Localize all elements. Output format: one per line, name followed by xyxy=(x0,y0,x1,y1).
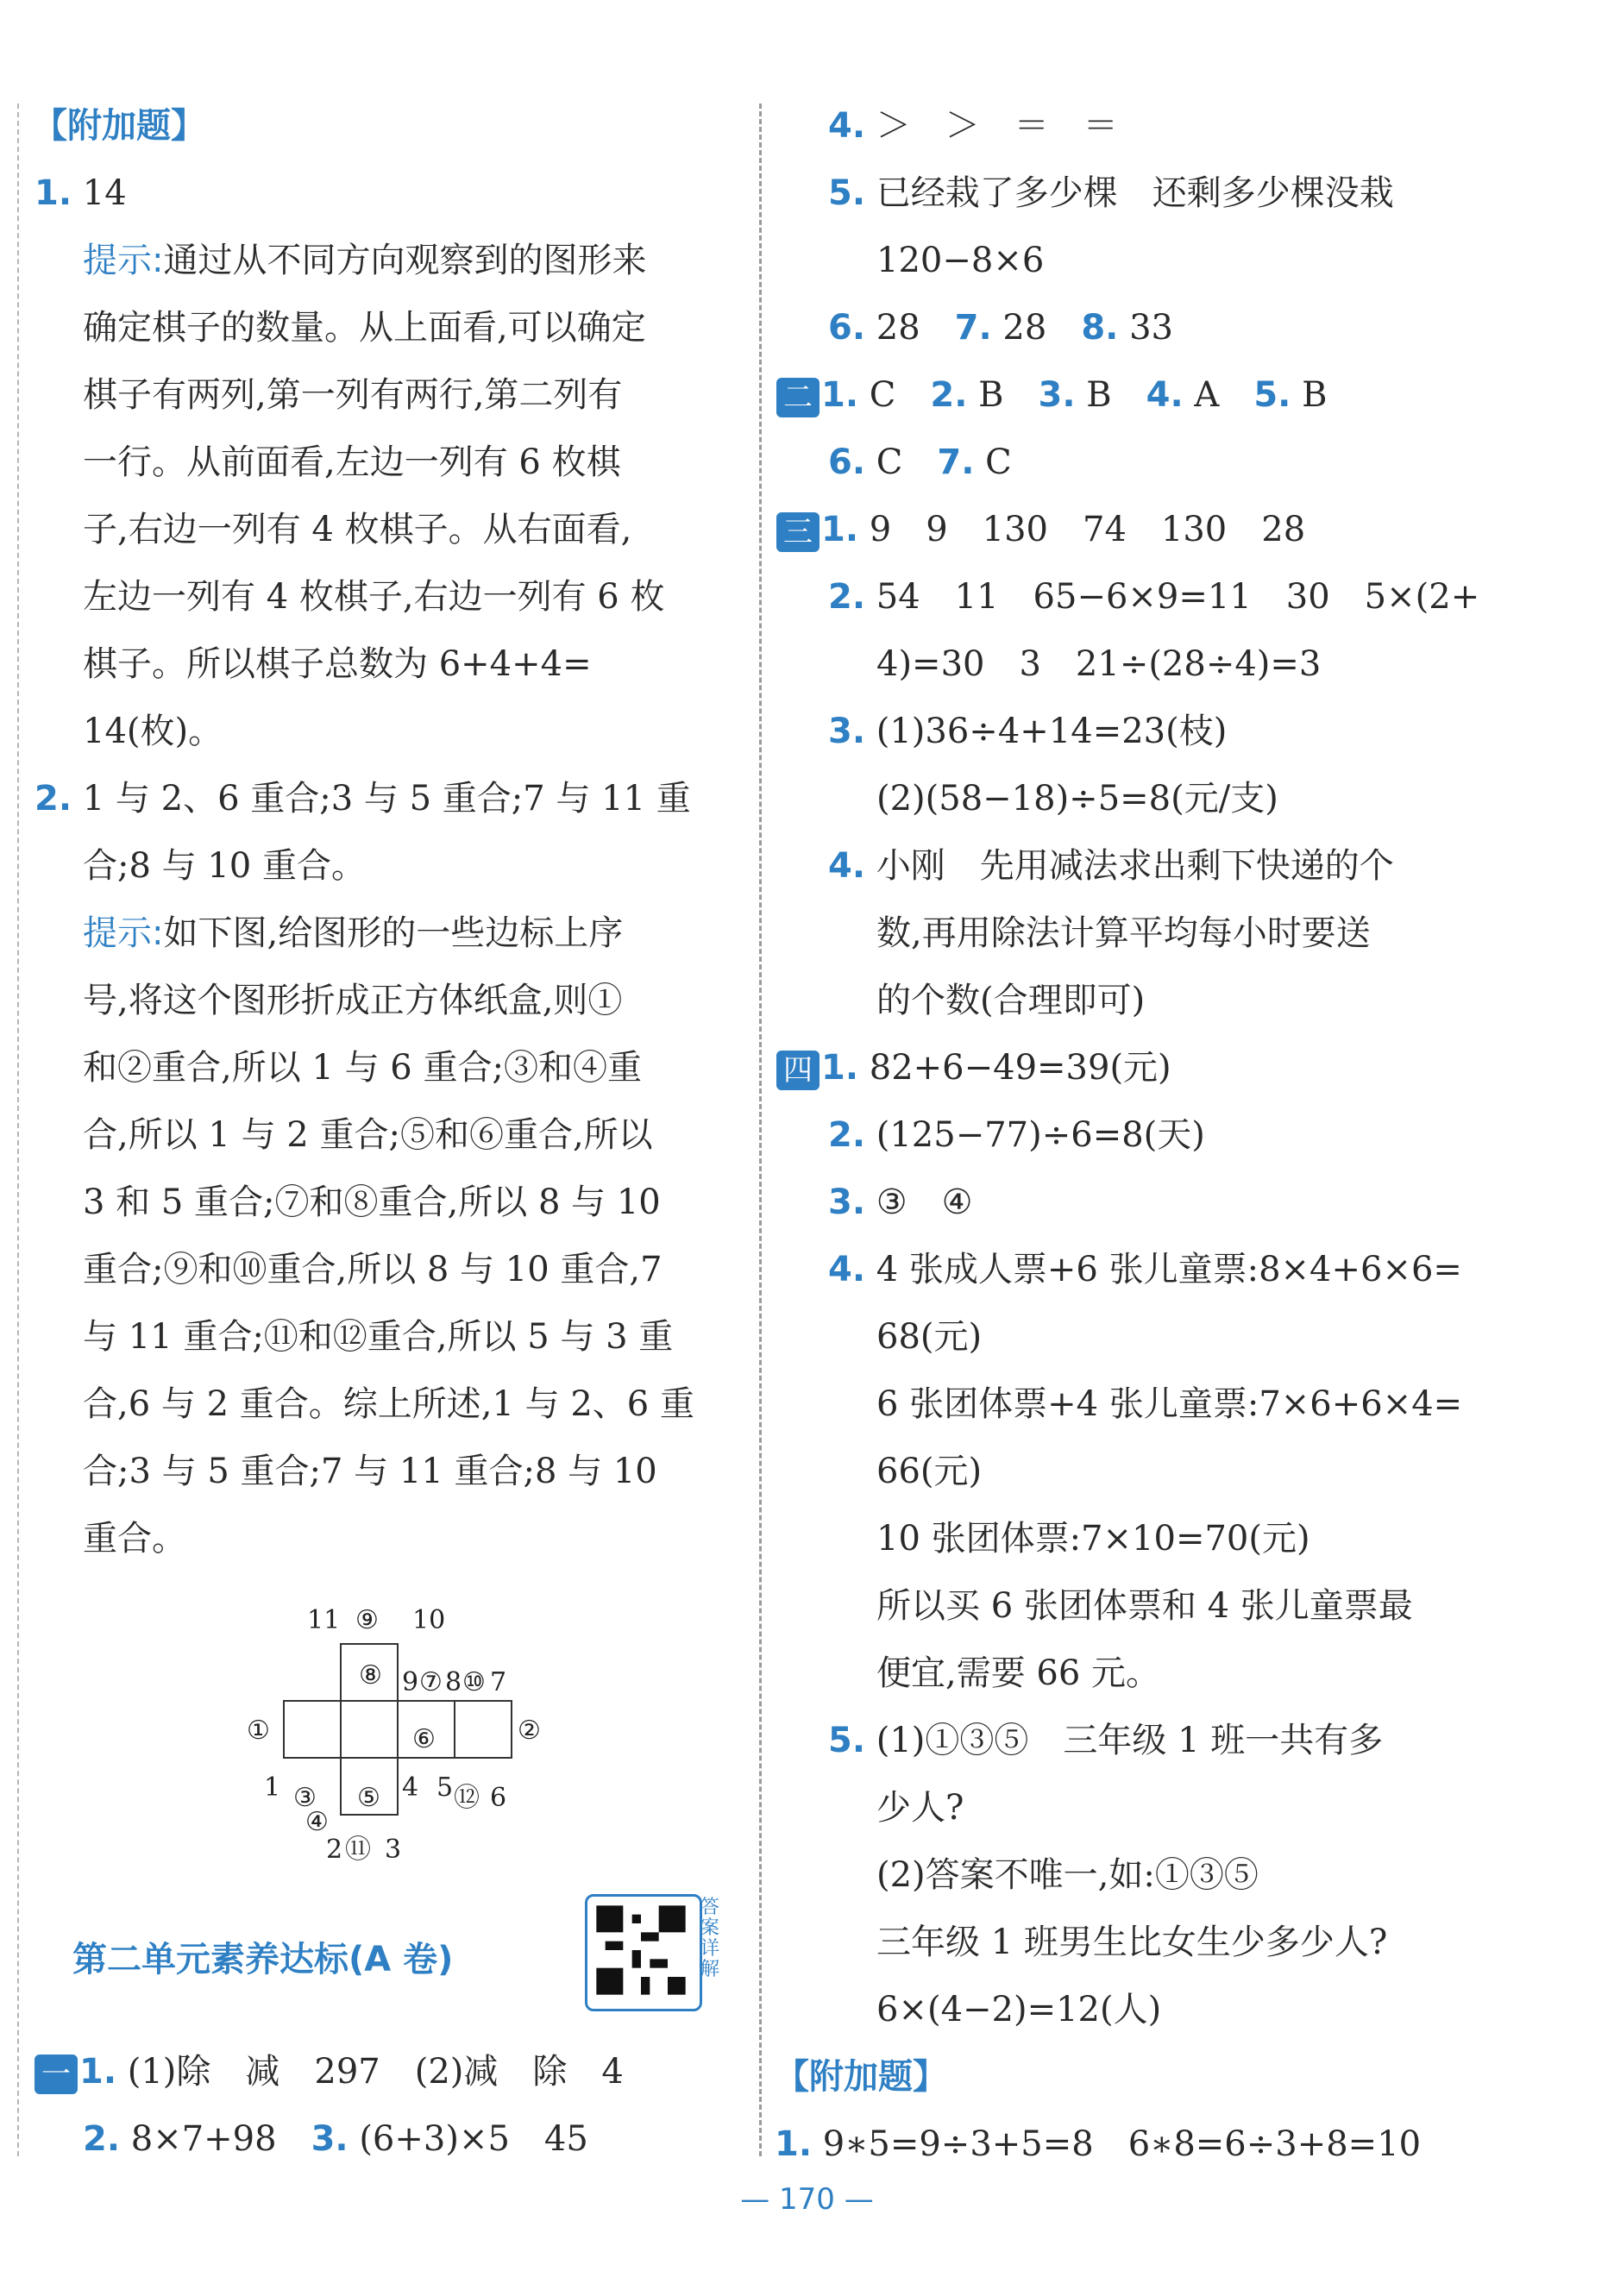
answer-line: 一行。从前面看,左边一列有 6 枚棋 xyxy=(83,442,621,482)
figure-label: ⑧ xyxy=(359,1660,382,1691)
figure-label: 2 xyxy=(326,1835,343,1865)
answer-line: 一 1. (1)除 减 297 (2)减 除 4 xyxy=(35,2049,624,2094)
answer-line: 数,再用除法计算平均每小时要送 xyxy=(876,913,1371,953)
answer-line: 68(元) xyxy=(876,1317,983,1357)
answer-line: 合,所以 1 与 2 重合;⑤和⑥重合,所以 xyxy=(83,1115,653,1155)
figure-label: 10 xyxy=(412,1605,446,1635)
figure-label: ① xyxy=(247,1716,270,1746)
figure-label: 11 xyxy=(307,1605,341,1635)
figure-label: ⑫ xyxy=(454,1783,480,1813)
figure-label: 9 xyxy=(402,1667,419,1697)
answer-line: 和②重合,所以 1 与 6 重合;③和④重 xyxy=(83,1048,642,1088)
answer-line: 的个数(合理即可) xyxy=(876,981,1146,1020)
qr-label: 答案详解 xyxy=(700,1897,720,1980)
answer-line: 4)=30 3 21÷(28÷4)=3 xyxy=(876,644,1322,684)
figure-label: 8 xyxy=(445,1667,462,1697)
section-badge: 二 xyxy=(776,378,820,417)
answer-line: (2)(58−18)÷5=8(元/支) xyxy=(876,779,1278,819)
answer-line: 14(枚)。 xyxy=(83,712,223,751)
left-margin-rule xyxy=(17,104,19,2156)
answer-line: 6×(4−2)=12(人) xyxy=(876,1990,1162,2029)
cube-net-figure xyxy=(233,1596,578,1872)
answer-line: 合;3 与 5 重合;7 与 11 重合;8 与 10 xyxy=(83,1452,657,1491)
answer-line: 左边一列有 4 枚棋子,右边一列有 6 枚 xyxy=(83,577,665,617)
hint-line: 提示:通过从不同方向观察到的图形来 xyxy=(83,241,647,280)
answer-line: 4. ＞ ＞ ＝ ＝ xyxy=(828,106,1118,146)
answer-line: 6. C 7. C xyxy=(828,442,1012,482)
figure-label: 6 xyxy=(490,1783,507,1813)
answer-line: 二 1. C 2. B 3. B 4. A 5. B xyxy=(776,373,1327,417)
figure-label: ④ xyxy=(305,1807,329,1837)
answer-line: 棋子。所以棋子总数为 6+4+4= xyxy=(83,644,592,684)
answer-line: 120−8×6 xyxy=(876,241,1045,280)
figure-label: ⑪ xyxy=(345,1835,371,1865)
answer-line: 1. 14 xyxy=(35,173,127,213)
answer-line: 合,6 与 2 重合。综上所述,1 与 2、6 重 xyxy=(83,1384,694,1424)
answer-line: 3. ③ ④ xyxy=(828,1183,973,1222)
answer-line: 10 张团体票:7×10=70(元) xyxy=(876,1519,1310,1559)
answer-line: 3 和 5 重合;⑦和⑧重合,所以 8 与 10 xyxy=(83,1183,661,1222)
figure-label: ⑤ xyxy=(357,1783,380,1813)
qr-pattern xyxy=(587,1897,694,2004)
column-divider xyxy=(759,104,762,2156)
answer-line: 与 11 重合;⑪和⑫重合,所以 5 与 3 重 xyxy=(83,1317,674,1357)
figure-label: 5 xyxy=(436,1772,454,1803)
section-badge: 三 xyxy=(776,512,820,552)
answer-line: 4. 4 张成人票+6 张儿童票:8×4+6×6= xyxy=(828,1250,1462,1289)
extra-questions-header: 【附加题】 xyxy=(33,106,205,146)
qr-code-icon[interactable] xyxy=(585,1894,702,2011)
figure-label: ⑦ xyxy=(419,1667,443,1697)
answer-line: 重合;⑨和⑩重合,所以 8 与 10 重合,7 xyxy=(83,1250,663,1289)
unit-title: 第二单元素养达标(A 卷) xyxy=(72,1940,454,1979)
answer-line: 确定棋子的数量。从上面看,可以确定 xyxy=(83,308,646,348)
figure-label: 1 xyxy=(264,1772,281,1803)
answer-line: 2. 54 11 65−6×9=11 30 5×(2+ xyxy=(828,577,1480,617)
answer-line: (2)答案不唯一,如:①③⑤ xyxy=(876,1855,1259,1895)
section-badge: 一 xyxy=(35,2054,78,2094)
answer-line: 3. (1)36÷4+14=23(枝) xyxy=(828,712,1228,751)
figure-label: ⑨ xyxy=(355,1605,379,1635)
answer-line: 2. 1 与 2、6 重合;3 与 5 重合;7 与 11 重 xyxy=(35,779,691,819)
answer-line: 棋子有两列,第一列有两行,第二列有 xyxy=(83,375,623,415)
answer-line: 66(元) xyxy=(876,1452,983,1491)
figure-label: 3 xyxy=(385,1835,402,1865)
answer-line: 5. 已经栽了多少棵 还剩多少棵没栽 xyxy=(828,173,1394,213)
answer-line: 少人? xyxy=(876,1788,964,1828)
extra-questions-header: 【附加题】 xyxy=(775,2057,947,2097)
figure-label: ③ xyxy=(293,1783,317,1813)
answer-line: 4. 小刚 先用减法求出剩下快递的个 xyxy=(828,846,1394,886)
answer-line: 1. 9∗5=9÷3+5=8 6∗8=6÷3+8=10 xyxy=(775,2124,1422,2164)
answer-line: 6. 28 7. 28 8. 33 xyxy=(828,308,1173,348)
figure-label: ⑥ xyxy=(412,1724,436,1754)
answer-line: 便宜,需要 66 元。 xyxy=(876,1653,1161,1693)
answer-line: 号,将这个图形折成正方体纸盒,则① xyxy=(83,981,623,1020)
figure-label: 4 xyxy=(402,1772,419,1803)
answer-line: 子,右边一列有 4 枚棋子。从右面看, xyxy=(83,510,632,549)
answer-line: 三 1. 9 9 130 74 130 28 xyxy=(776,507,1305,552)
page-number: — 170 — xyxy=(740,2182,874,2217)
answer-line: 合;8 与 10 重合。 xyxy=(83,846,366,886)
answer-line: 2. 8×7+98 3. (6+3)×5 45 xyxy=(83,2119,588,2159)
answer-line: 6 张团体票+4 张儿童票:7×6+6×4= xyxy=(876,1384,1463,1424)
answer-line: 四 1. 82+6−49=39(元) xyxy=(776,1045,1171,1090)
answer-line: 5. (1)①③⑤ 三年级 1 班一共有多 xyxy=(828,1721,1384,1760)
hint-line: 提示:如下图,给图形的一些边标上序 xyxy=(83,913,624,953)
answer-line: 所以买 6 张团体票和 4 张儿童票最 xyxy=(876,1586,1413,1626)
figure-label: ⑩ xyxy=(462,1667,486,1697)
answer-line: 三年级 1 班男生比女生少多少人? xyxy=(876,1923,1388,1962)
answer-line: 重合。 xyxy=(83,1519,186,1559)
answer-line: 2. (125−77)÷6=8(天) xyxy=(828,1115,1205,1155)
figure-label: 7 xyxy=(490,1667,507,1697)
figure-label: ② xyxy=(518,1716,541,1746)
section-badge: 四 xyxy=(776,1051,820,1090)
